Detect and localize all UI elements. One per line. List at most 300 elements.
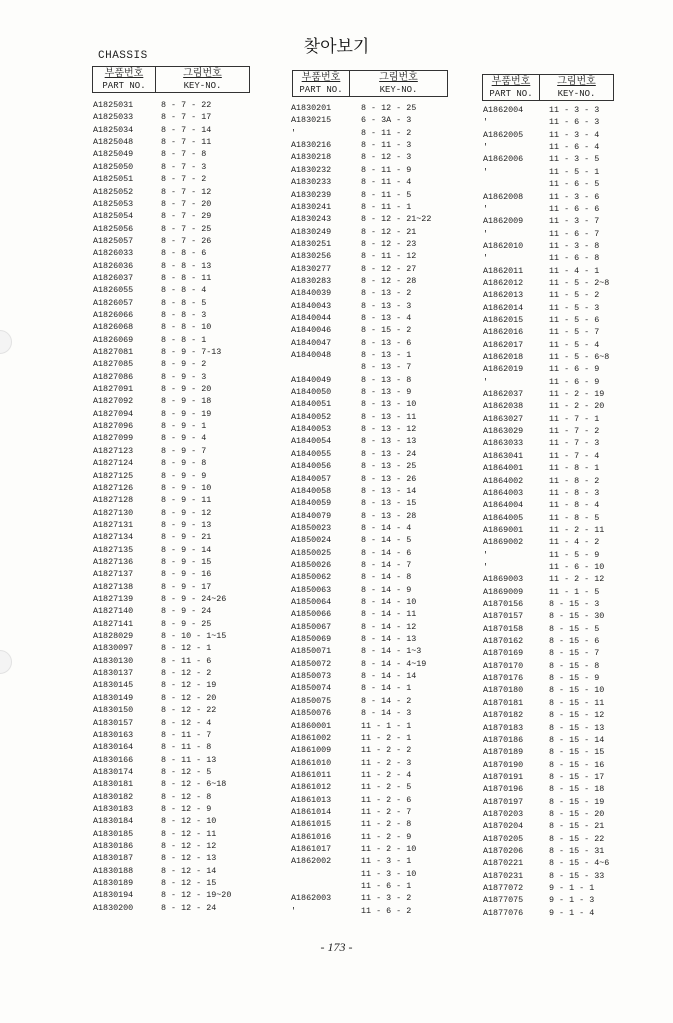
- key-number: 8 - 14 - 1: [361, 683, 412, 694]
- part-number: A1827124: [93, 458, 134, 469]
- key-number: 8 - 11 - 1: [361, 201, 412, 212]
- key-number: 8 - 12 - 1: [161, 643, 212, 654]
- part-number: A1825049: [93, 149, 134, 160]
- part-number: A1850074: [291, 683, 332, 694]
- key-number: 8 - 9 - 8: [161, 458, 207, 469]
- part-number: A1830218: [291, 152, 332, 163]
- key-number: 11 - 3 - 7: [549, 216, 600, 227]
- part-number: A1862002: [291, 856, 332, 867]
- key-number: 8 - 14 - 7: [361, 559, 412, 570]
- part-number: A1862003: [291, 893, 332, 904]
- key-number: 8 - 12 - 5: [161, 766, 212, 777]
- key-number: 8 - 12 - 19: [161, 680, 217, 691]
- part-number: A1827136: [93, 556, 134, 567]
- part-number: A1827135: [93, 544, 134, 555]
- key-number: 8 - 9 - 19: [161, 408, 212, 419]
- key-number: 11 - 6 - 4: [549, 142, 600, 152]
- key-number: 8 - 15 - 15: [549, 747, 605, 758]
- key-number: 11 - 3 - 5: [549, 154, 600, 165]
- key-number: 11 - 5 - 4: [549, 339, 600, 350]
- part-number: A1870196: [483, 784, 524, 795]
- key-number: 8 - 9 - 18: [161, 396, 212, 407]
- key-number: 8 - 9 - 4: [161, 433, 207, 444]
- key-number: 8 - 9 - 20: [161, 384, 212, 395]
- key-number: 8 - 15 - 11: [549, 697, 605, 708]
- key-number: 11 - 5 - 6~8: [549, 352, 610, 362]
- key-number: 8 - 11 - 12: [361, 251, 417, 262]
- part-number: A1840055: [291, 448, 332, 459]
- part-number: A1861014: [291, 806, 332, 817]
- part-number: A1840054: [291, 436, 332, 447]
- part-number: A1870170: [483, 660, 524, 671]
- part-number: A1830184: [93, 816, 134, 827]
- part-number: A1869002: [483, 537, 524, 548]
- key-number: 11 - 6 - 3: [549, 117, 600, 128]
- part-number: A1840053: [291, 424, 332, 435]
- part-number: A1862010: [483, 240, 524, 251]
- part-number: A1840047: [291, 337, 332, 348]
- part-number: A1863033: [483, 438, 524, 449]
- key-number: 11 - 4 - 2: [549, 537, 600, 548]
- key-number: 11 - 6 - 7: [549, 228, 600, 239]
- part-number: A1870221: [483, 858, 524, 869]
- key-number: 8 - 11 - 6: [161, 655, 212, 666]
- part-number: A1850026: [291, 559, 332, 570]
- header-key-en: KEY-NO.: [183, 80, 222, 91]
- key-number: 8 - 11 - 9: [361, 164, 412, 175]
- key-number: 8 - 13 - 9: [361, 387, 412, 398]
- part-number: A1827141: [93, 618, 134, 629]
- key-number: 8 - 13 - 12: [361, 424, 417, 435]
- page-number: - 173 -: [320, 940, 353, 954]
- part-number: ': [483, 549, 489, 560]
- part-number: A1840052: [291, 411, 332, 422]
- header-part-ko: 부품번호: [104, 67, 144, 79]
- part-number: A1861009: [291, 745, 332, 756]
- part-number: A1862017: [483, 339, 524, 350]
- key-number: 8 - 15 - 16: [549, 759, 605, 770]
- key-number: 8 - 15 - 3: [549, 599, 600, 609]
- part-number: A1827094: [93, 408, 134, 419]
- key-number: 8 - 15 - 10: [549, 685, 605, 696]
- key-number: 8 - 14 - 8: [361, 572, 412, 583]
- part-number: A1850072: [291, 658, 332, 669]
- part-number: A1862005: [483, 129, 524, 140]
- key-number: 11 - 8 - 3: [549, 487, 600, 498]
- key-number: 8 - 12 - 14: [161, 865, 217, 876]
- key-number: 8 - 9 - 11: [161, 495, 212, 506]
- key-number: 11 - 5 - 9: [549, 549, 600, 560]
- key-number: 11 - 8 - 4: [549, 500, 600, 511]
- key-number: 8 - 14 - 4: [361, 522, 412, 533]
- key-number: 8 - 12 - 10: [161, 816, 217, 827]
- key-number: 8 - 12 - 12: [161, 841, 217, 851]
- key-number: 8 - 7 - 11: [161, 137, 212, 147]
- part-number: A1863029: [483, 426, 524, 437]
- part-number: A1850069: [291, 634, 332, 644]
- part-number: A1827096: [93, 421, 134, 432]
- key-number: 11 - 5 - 6: [549, 314, 600, 325]
- part-number: ': [483, 142, 489, 152]
- key-number: 8 - 11 - 4: [361, 177, 412, 188]
- key-number: 8 - 13 - 3: [361, 300, 412, 311]
- part-number: A1826066: [93, 309, 134, 320]
- part-number: A1830215: [291, 115, 332, 126]
- key-number: 8 - 7 - 22: [161, 100, 212, 110]
- part-number: A1861016: [291, 831, 332, 842]
- part-number: A1861011: [291, 769, 332, 780]
- part-number: A1850067: [291, 621, 332, 632]
- key-number: 8 - 14 - 1~3: [361, 646, 422, 657]
- part-number: A1827140: [93, 606, 134, 617]
- key-number: 8 - 7 - 17: [161, 112, 212, 123]
- part-number: A1830243: [291, 214, 332, 225]
- key-number: 8 - 12 - 28: [361, 275, 417, 286]
- key-number: 11 - 6 - 1: [361, 881, 412, 891]
- part-number: A1870183: [483, 722, 524, 733]
- page-title: 찾아보기: [303, 37, 370, 57]
- header-part-ko: 부품번호: [301, 71, 341, 83]
- part-number: ': [483, 166, 489, 177]
- key-number: 8 - 7 - 8: [161, 149, 207, 160]
- key-number: 8 - 15 - 33: [549, 870, 605, 881]
- part-number: A1870156: [483, 599, 524, 609]
- key-number: 11 - 2 - 1: [361, 732, 412, 743]
- part-number: A1830194: [93, 890, 134, 901]
- key-number: 11 - 3 - 2: [361, 893, 412, 904]
- table-header-col2: [292, 70, 448, 97]
- key-number: 11 - 8 - 1: [549, 463, 600, 474]
- key-number: 8 - 15 - 13: [549, 722, 605, 733]
- part-number: A1870231: [483, 870, 524, 881]
- key-number: 11 - 1 - 1: [361, 720, 412, 731]
- key-number: 8 - 13 - 4: [361, 312, 412, 323]
- section-title: CHASSIS: [98, 50, 148, 62]
- key-number: 8 - 15 - 9: [549, 673, 600, 684]
- part-number: A1830182: [93, 791, 134, 802]
- part-number: A1870157: [483, 611, 524, 622]
- part-number: A1830183: [93, 803, 134, 814]
- key-number: 8 - 13 - 11: [361, 411, 417, 422]
- key-number: 11 - 5 - 1: [549, 166, 600, 177]
- part-number: ': [483, 228, 489, 239]
- part-number: A1830241: [291, 201, 332, 212]
- key-number: 8 - 13 - 2: [361, 288, 412, 299]
- punch-hole-bottom: [0, 650, 12, 674]
- part-number: A1830256: [291, 251, 332, 262]
- key-number: 8 - 8 - 5: [161, 297, 207, 308]
- header-key-en: KEY-NO.: [557, 88, 596, 99]
- key-number: 8 - 14 - 2: [361, 695, 412, 706]
- punch-hole-top: [0, 330, 12, 354]
- key-number: 8 - 7 - 14: [161, 124, 212, 135]
- part-number: A1870206: [483, 846, 524, 856]
- part-number: A1827137: [93, 569, 134, 580]
- part-number: A1825052: [93, 186, 134, 197]
- part-number: A1830145: [93, 680, 134, 691]
- key-number: 11 - 7 - 3: [549, 438, 600, 449]
- part-number: A1863041: [483, 450, 524, 461]
- part-number: A1826057: [93, 297, 134, 308]
- key-number: 11 - 6 - 9: [549, 364, 600, 375]
- key-number: 11 - 6 - 9: [549, 376, 600, 387]
- key-number: 8 - 12 - 8: [161, 791, 212, 802]
- part-number: A1840058: [291, 485, 332, 496]
- part-number: A1864002: [483, 475, 524, 486]
- part-number: A1840051: [291, 399, 332, 410]
- part-number: A1850024: [291, 535, 332, 546]
- key-number: 8 - 7 - 20: [161, 198, 212, 209]
- part-number: A1840057: [291, 473, 332, 484]
- key-number: 8 - 12 - 9: [161, 803, 212, 814]
- key-number: 11 - 2 - 2: [361, 745, 412, 756]
- key-number: 8 - 13 - 26: [361, 473, 417, 484]
- part-number: ': [291, 127, 297, 138]
- key-number: 8 - 12 - 24: [161, 902, 217, 913]
- key-number: 11 - 6 - 2: [361, 905, 412, 916]
- key-number: 8 - 9 - 17: [161, 581, 212, 592]
- part-number: ': [483, 561, 489, 572]
- part-number: A1827081: [93, 347, 134, 357]
- part-number: A1826055: [93, 285, 134, 296]
- key-number: 11 - 7 - 4: [549, 450, 600, 461]
- key-number: 8 - 13 - 25: [361, 461, 417, 472]
- key-number: 8 - 12 - 23: [361, 238, 417, 249]
- key-number: 8 - 9 - 24~26: [161, 594, 227, 604]
- part-number: A1827091: [93, 384, 134, 395]
- key-number: 8 - 12 - 27: [361, 263, 417, 274]
- part-number: A1869009: [483, 586, 524, 597]
- key-number: 8 - 9 - 7: [161, 445, 207, 456]
- key-number: 8 - 9 - 12: [161, 507, 212, 518]
- part-number: ': [483, 203, 489, 214]
- key-number: 8 - 13 - 14: [361, 485, 417, 496]
- key-number: 8 - 13 - 8: [361, 374, 412, 385]
- part-number: A1827092: [93, 396, 134, 407]
- key-number: 8 - 15 - 14: [549, 734, 605, 745]
- key-number: 11 - 1 - 5: [549, 586, 600, 597]
- key-number: 8 - 13 - 6: [361, 337, 412, 348]
- key-number: 8 - 14 - 9: [361, 584, 412, 595]
- key-number: 8 - 12 - 3: [361, 152, 412, 163]
- key-number: 8 - 14 - 13: [361, 634, 417, 644]
- part-number: A1840056: [291, 461, 332, 472]
- part-number: A1830149: [93, 692, 134, 703]
- part-number: A1861017: [291, 844, 332, 854]
- part-number: A1840079: [291, 510, 332, 521]
- part-number: A1830233: [291, 177, 332, 188]
- key-number: 11 - 2 - 7: [361, 806, 412, 817]
- part-number: A1864003: [483, 487, 524, 498]
- part-number: A1862018: [483, 352, 524, 362]
- part-number: A1861010: [291, 757, 332, 768]
- part-number: A1862004: [483, 105, 524, 115]
- part-number: A1850023: [291, 522, 332, 533]
- key-number: 8 - 7 - 29: [161, 211, 212, 222]
- part-number: A1870162: [483, 636, 524, 646]
- part-number: A1870186: [483, 734, 524, 745]
- part-number: ': [291, 905, 297, 916]
- key-number: 9 - 1 - 3: [549, 895, 595, 906]
- key-number: 8 - 14 - 5: [361, 535, 412, 546]
- part-number: A1862011: [483, 265, 524, 276]
- header-key-en: KEY-NO.: [379, 84, 418, 95]
- part-number: A1825048: [93, 137, 134, 147]
- part-number: A1870191: [483, 771, 524, 782]
- part-number: A1850071: [291, 646, 332, 657]
- part-number: A1862038: [483, 401, 524, 412]
- key-number: 8 - 11 - 7: [161, 729, 212, 740]
- key-number: 8 - 7 - 25: [161, 223, 212, 234]
- part-number: A1830283: [291, 275, 332, 286]
- part-number: A1830216: [291, 140, 332, 150]
- key-number: 11 - 3 - 6: [549, 191, 600, 202]
- part-number: A1869001: [483, 524, 524, 535]
- part-number: A1827085: [93, 359, 134, 370]
- part-number: A1826037: [93, 272, 134, 283]
- key-number: 8 - 15 - 6: [549, 636, 600, 646]
- key-number: 8 - 13 - 28: [361, 510, 417, 521]
- header-key-ko: 그림번호: [379, 71, 418, 83]
- key-number: 11 - 6 - 6: [549, 203, 600, 214]
- part-number: A1825034: [93, 124, 134, 135]
- part-number: A1840039: [291, 288, 332, 299]
- key-number: 8 - 14 - 4~19: [361, 658, 427, 669]
- part-number: A1825053: [93, 198, 134, 209]
- part-number: A1830164: [93, 742, 134, 753]
- part-number: A1825057: [93, 235, 134, 246]
- part-number: A1827139: [93, 594, 134, 604]
- key-number: 8 - 15 - 12: [549, 710, 605, 721]
- part-number: A1830185: [93, 828, 134, 839]
- part-number: A1827086: [93, 371, 134, 382]
- part-number: A1840050: [291, 387, 332, 398]
- part-number: A1825056: [93, 223, 134, 234]
- part-number: A1825033: [93, 112, 134, 123]
- part-number: A1850066: [291, 609, 332, 620]
- part-number: A1860001: [291, 720, 332, 731]
- key-number: 8 - 9 - 14: [161, 544, 212, 555]
- key-number: 8 - 14 - 10: [361, 597, 417, 607]
- part-number: A1870176: [483, 673, 524, 684]
- part-number: A1830277: [291, 263, 332, 274]
- key-number: 8 - 15 - 19: [549, 796, 605, 807]
- part-number: A1827125: [93, 470, 134, 481]
- part-number: A1861002: [291, 732, 332, 743]
- key-number: 8 - 8 - 6: [161, 248, 207, 259]
- table-header-col1: [92, 66, 250, 93]
- key-number: 8 - 7 - 26: [161, 235, 212, 246]
- key-number: 8 - 7 - 3: [161, 161, 207, 172]
- key-number: 11 - 2 - 4: [361, 769, 412, 780]
- part-number: A1850073: [291, 671, 332, 682]
- header-part-en: PART NO.: [102, 80, 146, 91]
- key-number: 8 - 12 - 15: [161, 878, 217, 888]
- key-number: 9 - 1 - 4: [549, 907, 595, 918]
- part-number: A1830157: [93, 717, 134, 728]
- key-number: 8 - 14 - 6: [361, 547, 412, 558]
- part-number: A1870158: [483, 623, 524, 634]
- key-number: 8 - 11 - 5: [361, 189, 412, 200]
- key-number: 8 - 12 - 21~22: [361, 214, 432, 225]
- part-number: A1830163: [93, 729, 134, 740]
- part-number: A1850025: [291, 547, 332, 558]
- part-number: A1827138: [93, 581, 134, 592]
- key-number: 8 - 7 - 2: [161, 174, 207, 185]
- key-number: 11 - 3 - 4: [549, 129, 600, 140]
- part-number: A1877072: [483, 883, 524, 893]
- part-number: A1830186: [93, 841, 134, 851]
- key-number: 8 - 15 - 5: [549, 623, 600, 634]
- key-number: 8 - 9 - 7-13: [161, 347, 222, 357]
- key-number: 8 - 12 - 2: [161, 668, 212, 679]
- part-number: A1830150: [93, 705, 134, 716]
- part-number: A1830097: [93, 643, 134, 654]
- key-number: 8 - 13 - 24: [361, 448, 417, 459]
- key-number: 8 - 12 - 6~18: [161, 779, 227, 790]
- part-number: A1830189: [93, 878, 134, 888]
- key-number: 8 - 11 - 8: [161, 742, 212, 753]
- part-number: A1830200: [93, 902, 134, 913]
- key-number: 8 - 14 - 14: [361, 671, 417, 682]
- part-number: A1861012: [291, 782, 332, 793]
- key-number: 11 - 5 - 7: [549, 327, 600, 338]
- header-part-en: PART NO.: [489, 88, 533, 99]
- part-number: A1840044: [291, 312, 332, 323]
- key-number: 8 - 8 - 11: [161, 272, 212, 283]
- part-number: A1870197: [483, 796, 524, 807]
- key-number: 11 - 8 - 5: [549, 512, 600, 523]
- key-number: 8 - 12 - 22: [161, 705, 217, 716]
- part-number: A1830232: [291, 164, 332, 175]
- part-number: A1840046: [291, 325, 332, 336]
- part-number: A1827131: [93, 519, 134, 530]
- key-number: 11 - 6 - 8: [549, 253, 600, 264]
- part-number: A1840049: [291, 374, 332, 385]
- part-number: A1828029: [93, 631, 134, 641]
- part-number: A1830188: [93, 865, 134, 876]
- key-number: 8 - 15 - 4~6: [549, 858, 610, 869]
- key-number: 8 - 8 - 1: [161, 334, 207, 345]
- part-number: A1869003: [483, 574, 524, 585]
- key-number: 11 - 5 - 3: [549, 302, 600, 313]
- header-key-ko: 그림번호: [183, 67, 222, 79]
- key-number: 6 - 3A - 3: [361, 115, 412, 126]
- key-number: 8 - 15 - 2: [361, 325, 412, 336]
- part-number: A1830251: [291, 238, 332, 249]
- part-number: A1862016: [483, 327, 524, 338]
- part-number: A1830137: [93, 668, 134, 679]
- part-number: A1864001: [483, 463, 524, 474]
- part-number: A1825054: [93, 211, 134, 222]
- key-number: 8 - 14 - 3: [361, 708, 412, 719]
- key-number: 11 - 2 - 6: [361, 794, 412, 805]
- key-number: 8 - 9 - 3: [161, 371, 207, 382]
- part-number: A1862008: [483, 191, 524, 202]
- part-number: A1827099: [93, 433, 134, 444]
- key-number: 11 - 7 - 2: [549, 426, 600, 437]
- part-number: A1826033: [93, 248, 134, 259]
- key-number: 8 - 15 - 31: [549, 846, 605, 856]
- key-number: 8 - 9 - 15: [161, 556, 212, 567]
- key-number: 8 - 13 - 1: [361, 350, 412, 360]
- key-number: 8 - 9 - 25: [161, 618, 212, 629]
- key-number: 8 - 12 - 25: [361, 103, 417, 113]
- part-number: A1827134: [93, 532, 134, 543]
- key-number: 8 - 15 - 8: [549, 660, 600, 671]
- key-number: 8 - 15 - 22: [549, 833, 605, 844]
- key-number: 11 - 6 - 10: [549, 561, 605, 572]
